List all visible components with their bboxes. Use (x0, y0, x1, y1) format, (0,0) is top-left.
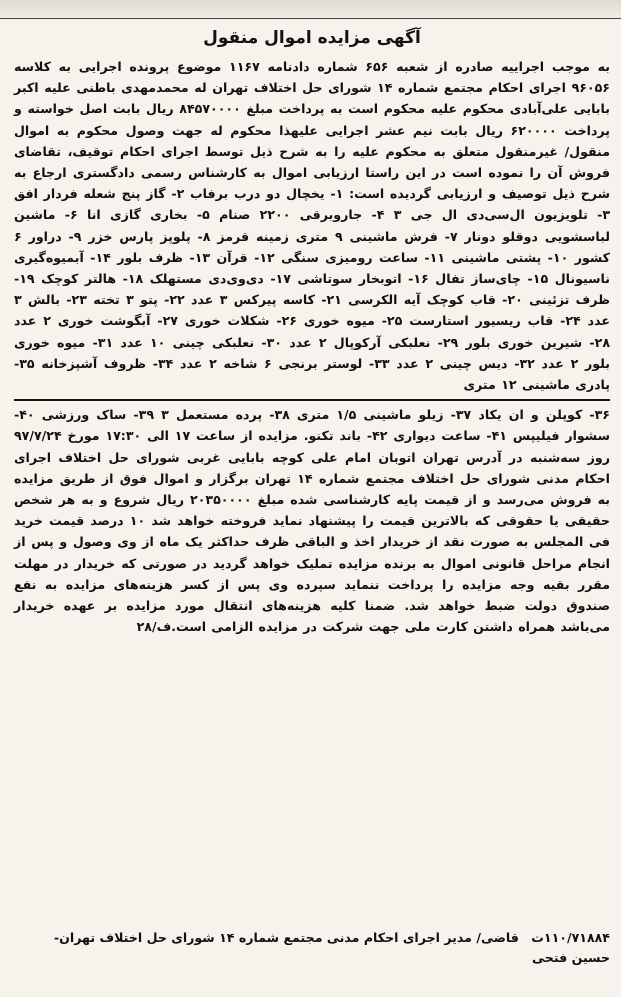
notice-footer (14, 928, 610, 968)
top-border-strip (0, 0, 621, 19)
notice-paragraph-1: به موجب اجراییه صادره از شعبه ۶۵۶ شماره دادنامه ۱۱۶۷ موضوع پرونده اجرایی به کلاسه ۹۶۰۵۶ اجرای احکام مجتمع شماره ۱۴ شورای حل اختلاف تهران له محمدمهدی باطنی علیه اکبر بابایی علی‌آبادی محکوم علیه محکوم است به پرداخت مبلغ ۸۴۵۷۰۰۰۰ ریال بابت اصل خواسته و پرداخت ۶۲۰۰۰۰ ریال بابت نیم عشر اجرایی علیهذا محکوم له جهت وصول محکوم به اموال منقول/ غیرمنقول متعلق به محکوم علیه را به شرح ذیل توسط اجرای احکام توقیف، تقاضای فروش آن را نموده است در این راستا ارزیابی اموال به کارشناس رسمی دادگستری ارجاع به شرح ذیل توصیف و ارزیابی گردیده است: ۱- یخچال دو درب برفاب ۲- گاز پنج شعله فردار افق ۳- تلویزیون ال‌سی‌دی ال جی ۳ ۴- جاروبرقی ۲۲۰۰ صنام ۵- بخاری گازی انا ۶- ماشین لباسشویی دوقلو دونار ۷- فرش ماشینی ۹ متری زمینه قرمز ۸- پلوپز پارس خزر ۹- دراور ۶ کشور ۱۰- پشتی ماشینی ۱۱- ساعت رومیزی سنگی ۱۲- قرآن ۱۳- ظرف بلور ۱۴- آبمیوه‌گیری ناسیونال ۱۵- چای‌ساز تفال ۱۶- اتوبخار سوتاشی ۱۷- دی‌وی‌دی مستهلک ۱۸- هالتر کوچک ۱۹- ظرف تزئینی ۲۰- قاب کوچک آیه الکرسی ۲۱- کاسه پیرکس ۳ عدد ۲۲- پتو ۳ تخته ۲۳- بالش ۳ عدد ۲۴- قاب ریسیور استارست ۲۵- میوه خوری ۲۶- شکلات خوری ۲۷- آبگوشت خوری ۲ عدد ۲۸- شیرین خوری بلور ۲۹- نعلبکی آرکوپال ۲ عدد ۳۰- نعلبکی چینی ۱۰ عدد ۳۱- میوه خوری بلور ۲ عدد ۳۲- دیس چینی ۲ عدد ۳۳- لوستر برنجی ۶ شاخه ۲ عدد ۳۴- ظروف آشپزخانه ۳۵- پادری ماشینی ۱۲ متری (14, 59, 611, 393)
notice-title: آگهی مزایده اموال منقول (203, 28, 421, 48)
reference-number: ۱۱۰/۷۱۸۸۴ت (531, 930, 610, 945)
section-divider (14, 399, 610, 401)
notice-paragraph-2: ۳۶- کوپلن و ان یکاد ۳۷- زیلو ماشینی ۱/۵ متری ۳۸- پرده مستعمل ۳ ۳۹- ساک ورزشی ۴۰- سشوار فیلیپس ۴۱- ساعت دیواری ۴۲- باند تکنو. مزایده از ساعت ۱۷ الی ۱۷:۳۰ مورخ ۹۷/۷/۲۴ روز سه‌شنبه در آدرس تهران اتوبان امام علی کوچه بابایی غربی شورای حل اختلاف اجرای احکام مدنی شورای حل اختلاف مجتمع شماره ۱۴ تهران برگزار و اموال فوق از طریق مزایده به فروش می‌رسد و از قیمت پایه کارشناسی شده مبلغ ۲۰۳۵۰۰۰۰ ریال شروع و به هر شخص حقیقی یا حقوقی که بالاترین قیمت را پیشنهاد نماید فروخته خواهد شد ۱۰ درصد قیمت خرید فی المجلس به صورت نقد از خریدار اخذ و الباقی ظرف حداکثر یک ماه از وی وصول و پس از انجام مراحل قانونی اموال به برنده مزایده تملیک خواهد گردید در صورتی که خریدار در مهلت مقرر بقیه وجه مزایده را پرداخت ننماید سپرده وی پس از کسر هزینه‌های مزایده به نفع صندوق دولت ضبط خواهد شد. ضمنا کلیه هزینه‌های انتقال مورد مزایده بر عهده خریدار می‌باشد همراه داشتن کارت ملی جهت شرکت در مزایده الزامی است.ف/۲۸ (14, 407, 611, 635)
signature-line: قاضی/ مدیر اجرای احکام مدنی مجتمع شماره ۱۴ شورای حل اختلاف تهران- حسین فتحی (53, 930, 610, 965)
auction-notice (14, 26, 610, 637)
